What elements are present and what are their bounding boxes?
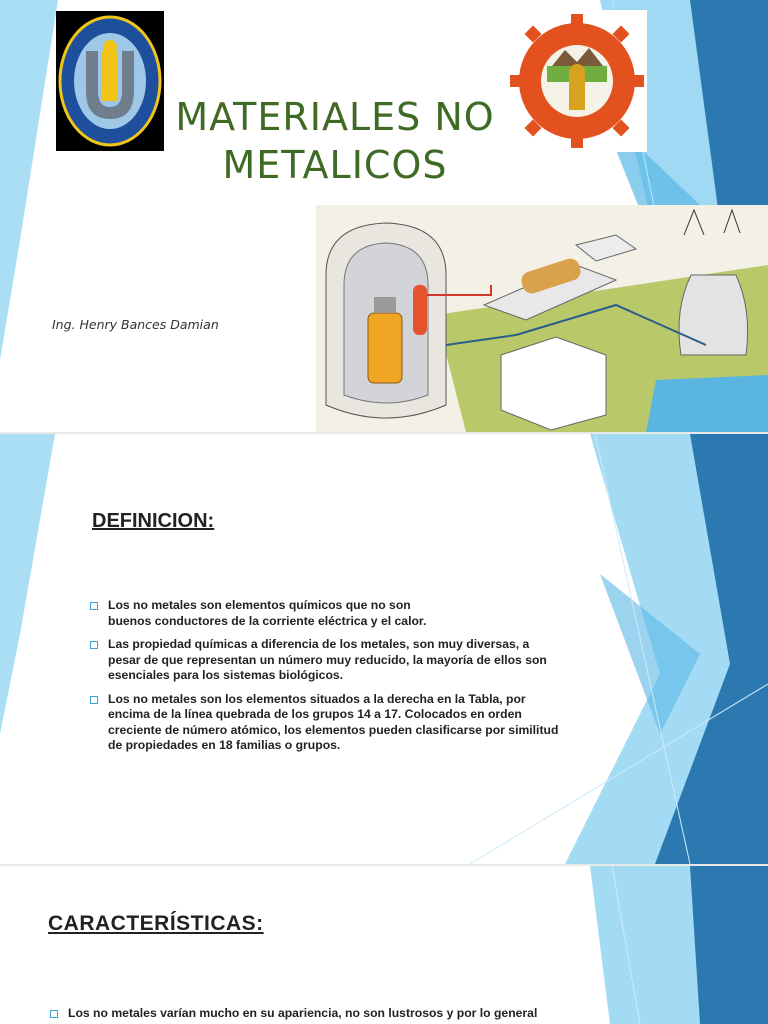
bullet-square-icon <box>90 641 98 649</box>
list-item: Los no metales varían mucho en su apariencia, no son lustrosos y por lo general <box>50 1006 570 1022</box>
faculty-logo <box>507 10 647 152</box>
list-item: Los no metales son los elementos situados a la derecha en la Tabla, por encima de la línea quebrada de los grupos 14 a 17. Colocados en orden creciente de número atómico, los elementos pueden clasificarse por similitud de propiedades en 18 familias o grupos. <box>90 692 560 754</box>
bullet-square-icon <box>90 696 98 704</box>
slide-caracteristicas <box>0 866 768 1024</box>
nuclear-plant-diagram <box>316 205 768 432</box>
slide-decoration <box>0 866 768 1024</box>
definition-list <box>90 598 560 762</box>
slide-title-line-1: MATERIALES NO <box>175 95 495 139</box>
author-name: Ing. Henry Bances Damian <box>52 317 219 332</box>
section-heading: DEFINICION: <box>92 510 215 532</box>
university-logo <box>56 11 164 151</box>
bullet-square-icon <box>90 602 98 610</box>
bullet-square-icon <box>50 1010 58 1018</box>
slide-title <box>0 0 768 432</box>
section-heading: CARACTERÍSTICAS: <box>48 912 264 935</box>
slide-title-line-2: METALICOS <box>222 143 448 187</box>
characteristics-list <box>50 1006 570 1024</box>
list-item: Los no metales son elementos químicos que no son buenos conductores de la corriente eléctrica y el calor. <box>90 598 448 629</box>
list-item: Las propiedad químicas a diferencia de los metales, son muy diversas, a pesar de que representan un número muy reducido, la mayoría de ellos son esenciales para los sistemas biológicos. <box>90 637 560 684</box>
slide-definicion <box>0 434 768 864</box>
